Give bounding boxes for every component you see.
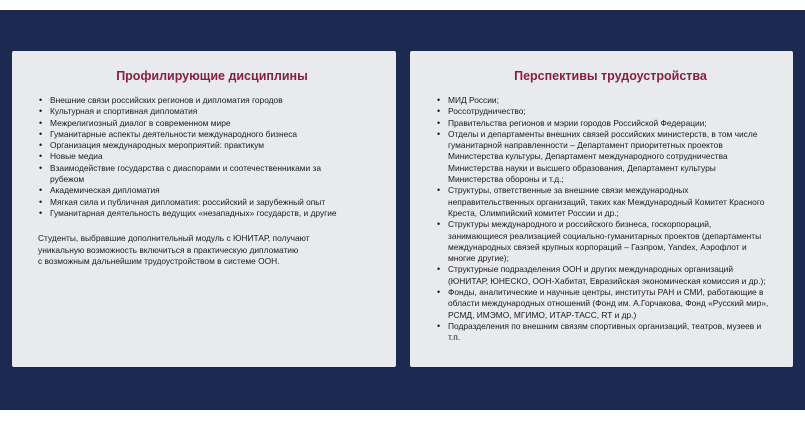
list-item: • Структуры, ответственные за внешние связи международных неправительственных организаций, таких как Международный Комитет Красного Креста, Олимпийский комитет России и др.; <box>448 185 770 219</box>
list-item: • Академическая дипломатия <box>50 185 386 196</box>
list-item: • Мягкая сила и публичная дипломатия: российский и зарубежный опыт <box>50 197 386 208</box>
disciplines-title: Профилирующие дисциплины <box>116 69 308 83</box>
list-item: • Фонды, аналитические и научные центры, институты РАН и СМИ, работающие в области международных отношений (Фонд им. А.Горчакова, Фонд «Русский мир», РСМД, ИМЭМО, МГИМО, ИТАР-ТАСС, RT и др.) <box>448 287 770 321</box>
list-item: • Внешние связи российских регионов и дипломатия городов <box>50 95 386 106</box>
list-item: • Подразделения по внешним связям спортивных организаций, театров, музеев и т.п. <box>448 321 770 344</box>
unitar-note: Студенты, выбравшие дополнительный модуль с ЮНИТАР, получают уникальную возможность включиться в практическую дипломатию с возможным дальнейшим трудоустройством в системе ООН. <box>38 233 310 266</box>
employment-title: Перспективы трудоустройства <box>514 69 707 83</box>
list-item: • Культурная и спортивная дипломатия <box>50 106 386 117</box>
list-item: • Гуманитарная деятельность ведущих «незападных» государств, и другие <box>50 208 386 219</box>
list-item: • Россотрудничество; <box>448 106 770 117</box>
list-item: • Структурные подразделения ООН и других международных организаций (ЮНИТАР, ЮНЕСКО, ООН-Хабитат, Евразийская экономическая комиссия и др.); <box>448 264 770 287</box>
list-item: • Отделы и департаменты внешних связей российских министерств, в том числе гуманитарной направленности – Департамент приоритетных проектов Министерства культуры, Департамент международного сотрудничества Министерства науки и высшего образования, Департамент культуры Министерства обороны и т.д.; <box>448 129 770 185</box>
list-item: • Структуры международного и российского бизнеса, госкорпораций, занимающиеся реализацией социально-гуманитарных проектов (департаменты международных связей крупных корпораций – Газпром, Yandex, Аэрофлот и многие другие); <box>448 219 770 264</box>
employment-list <box>436 95 770 344</box>
list-item: • Гуманитарные аспекты деятельности международного бизнеса <box>50 129 386 140</box>
list-item: • МИД России; <box>448 95 770 106</box>
employment-card <box>410 51 793 367</box>
list-item: • Взаимодействие государства с диаспорами и соотечественниками за рубежом <box>50 163 340 186</box>
list-item: • Организация международных мероприятий: практикум <box>50 140 386 151</box>
list-item: • Новые медиа <box>50 151 386 162</box>
disciplines-card <box>12 51 396 367</box>
disciplines-list <box>38 95 386 219</box>
list-item: • Межрелигиозный диалог в современном мире <box>50 118 386 129</box>
list-item: • Правительства регионов и мэрии городов Российской Федерации; <box>448 118 770 129</box>
